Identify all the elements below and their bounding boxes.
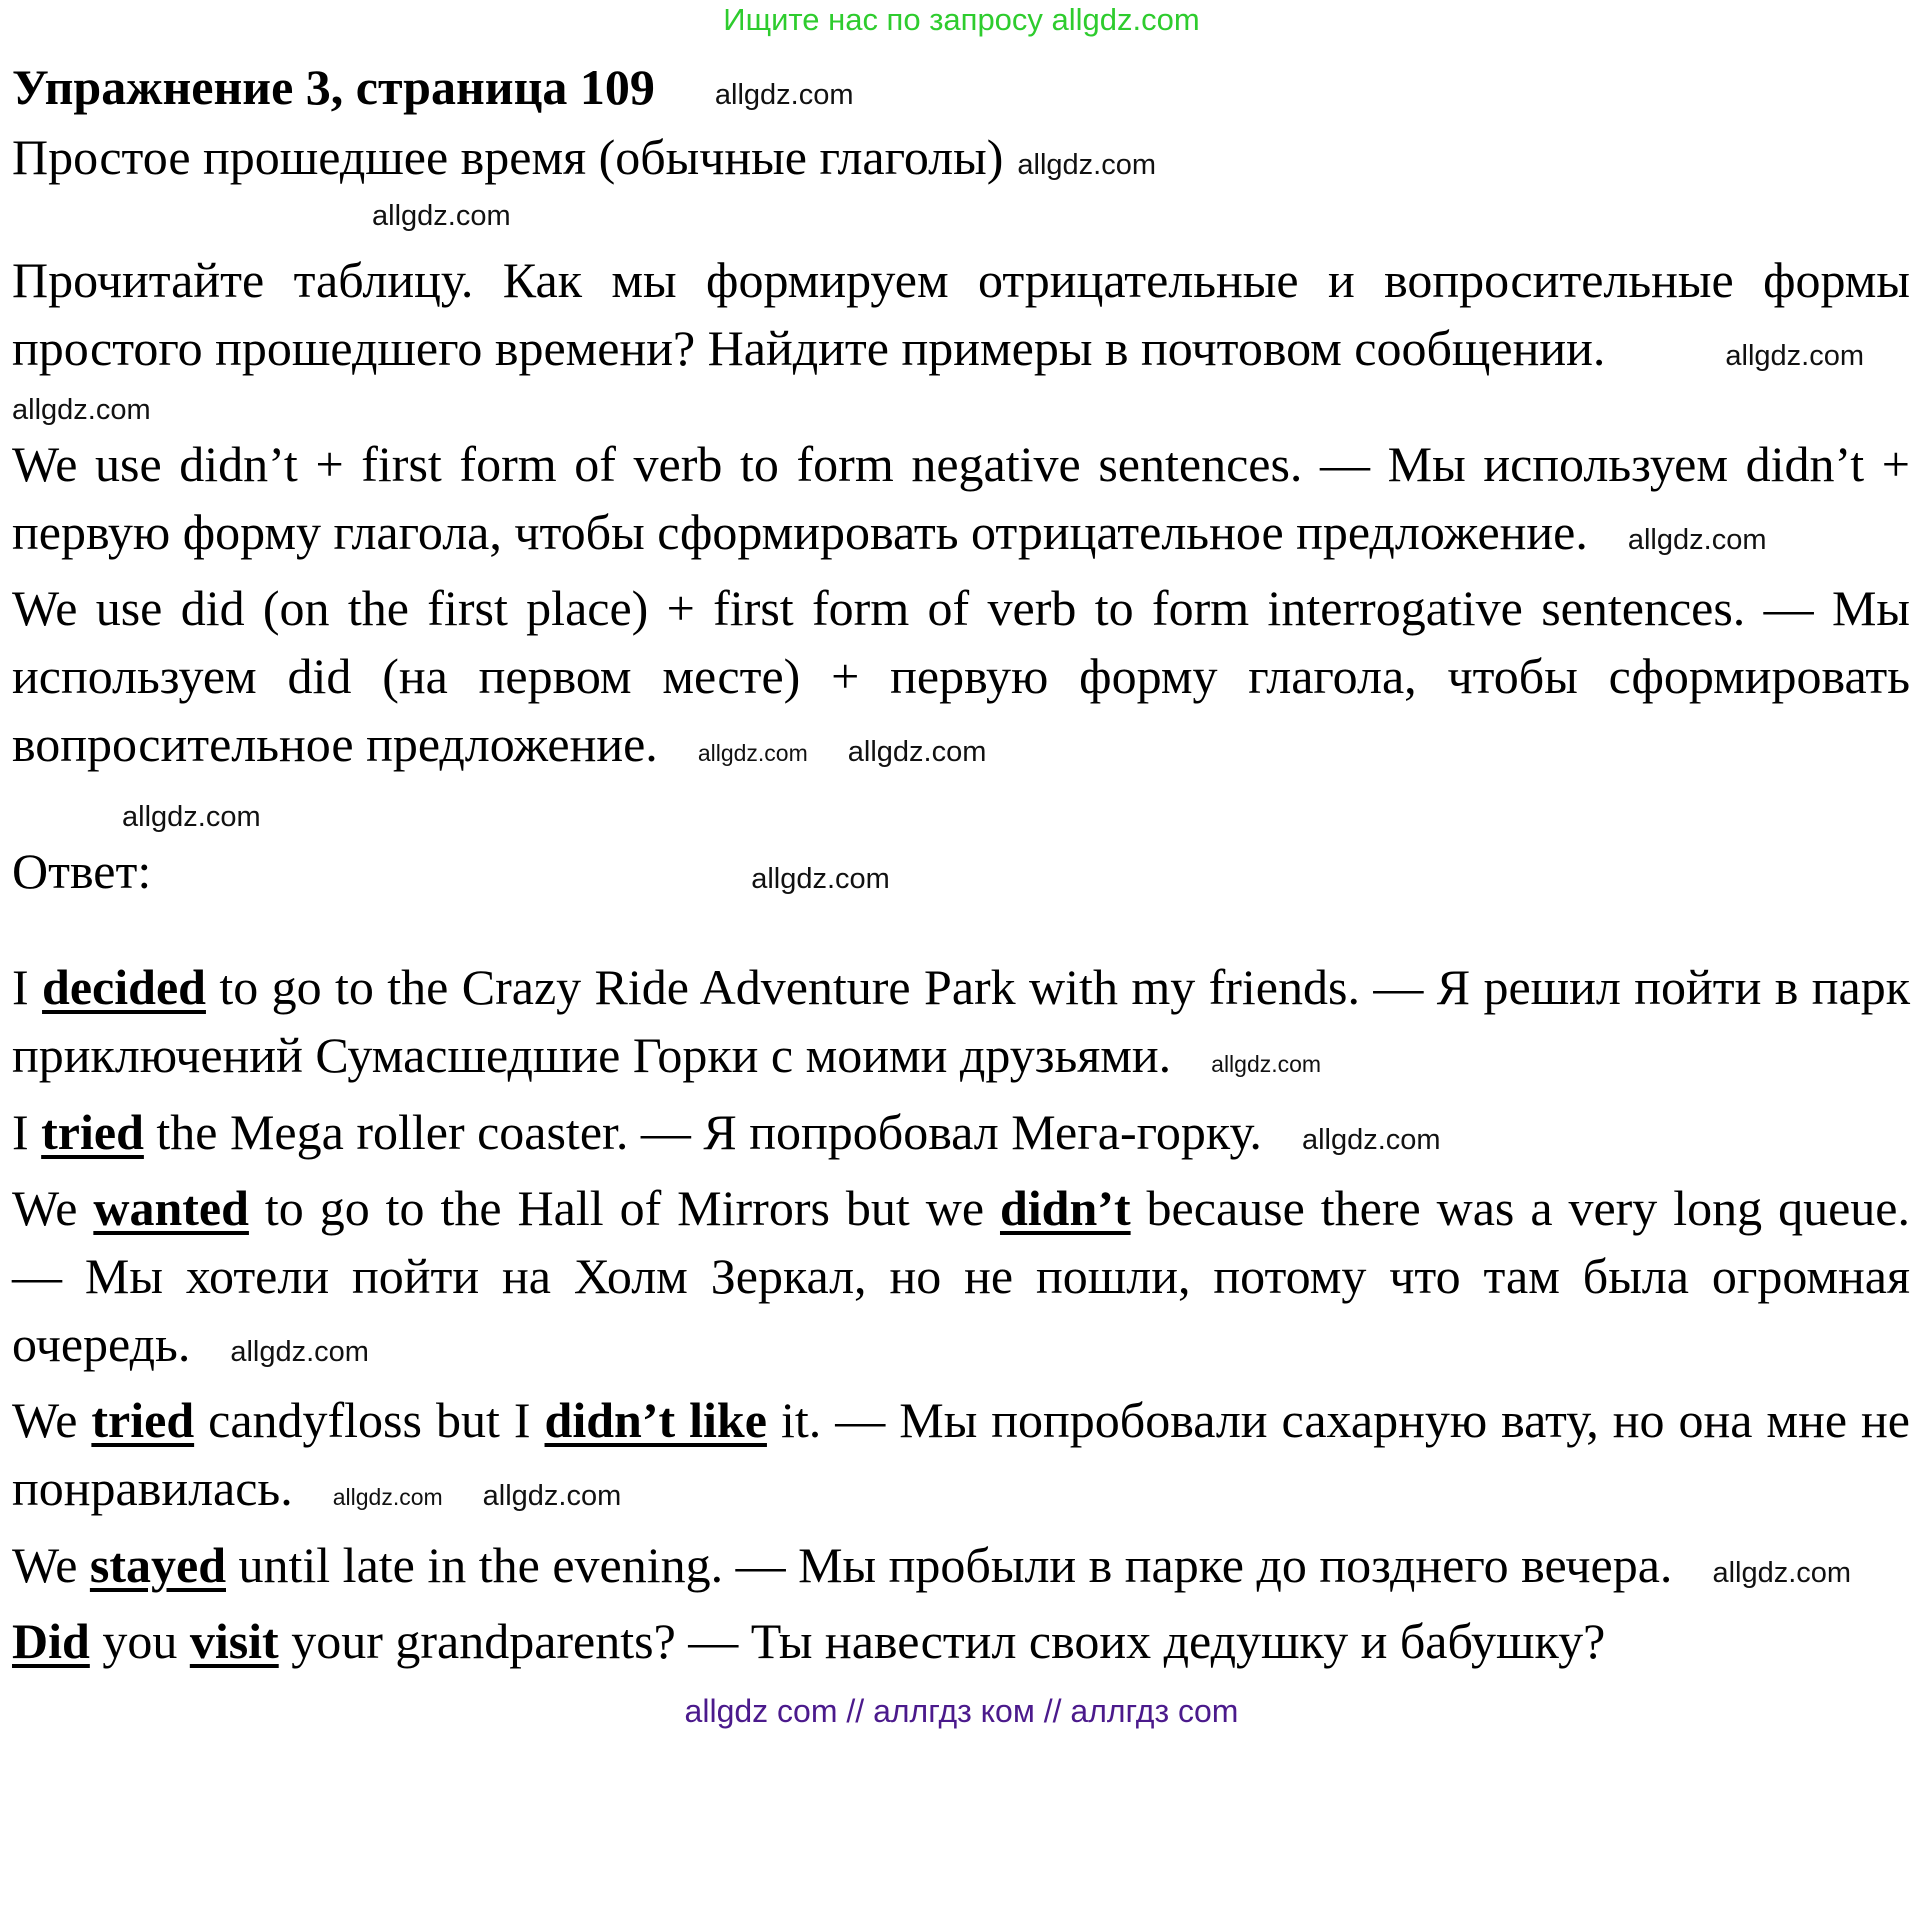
watermark: allgdz.com (1725, 340, 1865, 372)
sentence-text: to go to the Hall of Mirrors but we (248, 1180, 1000, 1236)
highlighted-verb: tried (41, 1104, 144, 1160)
watermark: allgdz.com (1301, 1124, 1441, 1156)
watermark: allgdz.com (847, 736, 987, 768)
sentence-text: because there was a very long queue. — Мы хотели пойти на Холм Зеркал, но не пошли, потому что там была огромная очередь. (12, 1180, 1910, 1372)
sentence-text: you (89, 1613, 190, 1669)
watermark: allgdz.com (332, 1484, 443, 1510)
sentence-text: I (12, 959, 43, 1015)
highlighted-verb: decided (42, 959, 206, 1015)
sentence-text: I (12, 1104, 42, 1160)
watermark: allgdz.com (1017, 149, 1157, 181)
sentence-text: your grandparents? — Ты навестил своих дедушку и бабушку? (278, 1613, 1606, 1669)
watermark: allgdz.com (751, 863, 890, 895)
watermark: allgdz.com (1712, 1557, 1852, 1589)
task-text: Прочитайте таблицу. Как мы формируем отрицательные и вопросительные формы простого прошедшего времени? Найдите примеры в почтовом сообщении. (12, 252, 1910, 376)
exercise-subtitle: Простое прошедшее время (обычные глаголы) (12, 129, 1004, 185)
answer-sentence (12, 1531, 1910, 1607)
rule-negative-row (12, 430, 1910, 574)
watermark: allgdz.com (372, 200, 511, 232)
exercise-title-row (12, 56, 1910, 126)
footer-watermark: allgdz com // аллгдз ком // аллгдз com (684, 1693, 1239, 1729)
answer-sentence (12, 1386, 1910, 1531)
highlighted-verb: wanted (93, 1180, 249, 1236)
highlighted-verb: Did (12, 1613, 90, 1669)
sentence-text: it. — Мы попробовали сахарную вату, но она мне не понравилась. (12, 1392, 1910, 1516)
answer-sentence (12, 1174, 1910, 1386)
sentence-text: candyfloss but I (194, 1392, 545, 1448)
sentence-text: We (12, 1537, 90, 1593)
watermark: allgdz.com (1627, 524, 1767, 556)
watermark: allgdz.com (482, 1480, 622, 1512)
answer-sentence (12, 1607, 1910, 1675)
sentence-text: to go to the Crazy Ride Adventure Park with my friends. — Я решил пойти в парк приключений Сумасшедшие Горки с моими друзьями. (12, 959, 1910, 1083)
watermark: allgdz.com (714, 79, 854, 111)
answer-text (12, 953, 1910, 1675)
exercise-title: Упражнение 3, страница 109 (12, 59, 655, 115)
task-paragraph (12, 246, 1910, 390)
watermark: allgdz.com (697, 740, 808, 766)
sentence-text: We (12, 1392, 92, 1448)
rule-interrogative-row (12, 574, 1910, 787)
answer-sentence (12, 953, 1910, 1098)
watermark: allgdz.com (122, 801, 261, 833)
answer-label-row (12, 837, 1910, 913)
watermark: allgdz.com (230, 1336, 369, 1368)
watermark-row (12, 797, 1910, 837)
watermark-row (12, 390, 1910, 430)
answer-sentence (12, 1098, 1910, 1174)
watermark: allgdz.com (12, 394, 151, 426)
highlighted-verb: didn’t (999, 1180, 1131, 1236)
sentence-text: until late in the evening. — Мы пробыли в парке до позднего вечера. (226, 1537, 1673, 1593)
highlighted-verb: visit (189, 1613, 279, 1669)
highlighted-verb: tried (91, 1392, 195, 1448)
rule-interrogative: We use did (on the first place) + first form of verb to form interrogative sentences. — Мы используем did (на первом месте) + первую форму глагола, чтобы сформировать вопросительное предложение. (12, 580, 1910, 772)
sentence-text: We (12, 1180, 94, 1236)
site-banner: Ищите нас по запросу allgdz.com (723, 2, 1200, 37)
answer-label: Ответ: (12, 843, 152, 899)
rule-negative: We use didn’t + first form of verb to form negative sentences. — Мы используем didn’t + первую форму глагола, чтобы сформировать отрицательное предложение. (12, 436, 1910, 560)
sentence-text: the Mega roller coaster. — Я попробовал Мега-горку. (143, 1104, 1262, 1160)
highlighted-verb: stayed (89, 1537, 226, 1593)
watermark: allgdz.com (1211, 1051, 1322, 1077)
highlighted-verb: didn’t like (544, 1392, 767, 1448)
rules-text (12, 430, 1910, 787)
watermark-row (12, 196, 1910, 236)
exercise-subtitle-row (12, 126, 1910, 196)
